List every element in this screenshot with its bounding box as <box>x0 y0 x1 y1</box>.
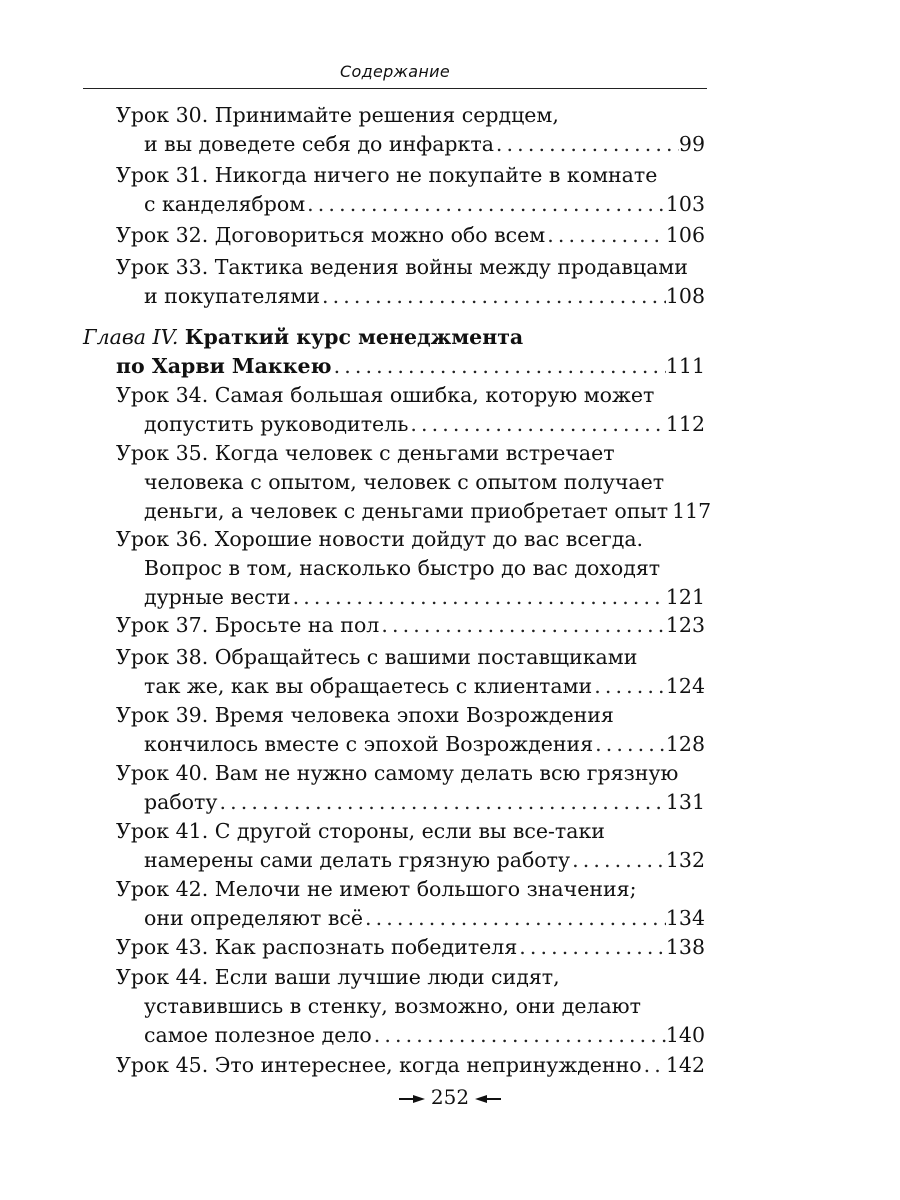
page-number: 138 <box>665 935 705 959</box>
toc-entry-leader-line <box>144 129 705 159</box>
toc-entry-leader-line <box>144 729 705 759</box>
toc-entry-leader-line <box>116 351 705 381</box>
header-rule <box>83 88 707 89</box>
toc-entry-leader-line <box>144 903 705 933</box>
toc-entry-line: Урок 43. Как распознать победителя <box>116 935 518 959</box>
chapter-title: Краткий курс менеджмента <box>184 325 524 349</box>
dot-leader <box>592 671 666 701</box>
toc-entry-leader-line <box>144 1020 705 1050</box>
toc-entry-leader-line <box>144 845 705 875</box>
dot-leader <box>517 932 666 962</box>
page-number: 131 <box>665 790 705 814</box>
toc-entry-line: Вопрос в том, насколько быстро до вас доходят <box>144 556 661 580</box>
chapter-label: Глава IV. <box>83 325 179 349</box>
toc-entry-line: и вы доведете себя до инфаркта <box>144 132 494 156</box>
toc-entry-line: и покупателями <box>144 284 320 308</box>
toc-entry-line: Урок 37. Бросьте на пол <box>116 613 380 637</box>
dot-leader <box>332 351 666 381</box>
page-folio <box>0 1085 900 1109</box>
toc-entry-line: намерены сами делать грязную работу <box>144 848 571 872</box>
toc-entry-line: работу <box>144 790 218 814</box>
toc-entry-leader-line <box>144 189 705 219</box>
toc-entry-line: Урок 41. С другой стороны, если вы все-таки <box>116 819 605 843</box>
toc-entry-leader-line <box>144 281 705 311</box>
dot-leader <box>593 729 666 759</box>
toc-entry-line: Урок 33. Тактика ведения войны между продавцами <box>116 255 688 279</box>
dot-leader <box>545 220 666 250</box>
toc-entry-line: деньги, а человек с деньгами приобретает опыт <box>144 499 669 523</box>
toc-entry-line: Урок 38. Обращайтесь с вашими поставщиками <box>116 645 638 669</box>
toc-entry-leader-line <box>144 409 705 439</box>
chapter-heading-line <box>83 322 705 352</box>
dot-leader <box>494 129 679 159</box>
dot-leader <box>291 582 666 612</box>
page-number: 112 <box>665 412 705 436</box>
page-number: 140 <box>665 1023 705 1047</box>
toc-entry-line: Урок 40. Вам не нужно самому делать всю грязную <box>116 761 679 785</box>
page-number: 124 <box>665 674 705 698</box>
page-number: 121 <box>665 585 705 609</box>
running-header: Содержание <box>340 62 450 81</box>
toc-entry-line: Урок 31. Никогда ничего не покупайте в комнате <box>116 163 658 187</box>
page-number: 128 <box>665 732 705 756</box>
page-number: 111 <box>665 354 705 378</box>
toc-entry-leader-line <box>116 220 705 250</box>
page-number: 134 <box>665 906 705 930</box>
toc-entry-line: Урок 36. Хорошие новости дойдут до вас всегда. <box>116 527 644 551</box>
toc-entry-leader-line <box>116 1050 705 1080</box>
toc-entry-leader-line <box>144 671 705 701</box>
dot-leader <box>320 281 666 311</box>
toc-entry-line: Урок 45. Это интереснее, когда непринужденно <box>116 1053 642 1077</box>
toc-entry-leader-line <box>116 932 705 962</box>
toc-entry-line: человека с опытом, человек с опытом получает <box>144 470 665 494</box>
toc-entry-line: допустить руководитель <box>144 412 409 436</box>
page-number: 123 <box>665 613 705 637</box>
toc-entry-line: самое полезное дело <box>144 1023 372 1047</box>
page-number: 106 <box>665 223 705 247</box>
folio-left-dash-icon <box>399 1094 425 1104</box>
dot-leader <box>372 1020 666 1050</box>
toc-entry-leader-line <box>144 496 712 526</box>
page-number: 99 <box>678 132 705 156</box>
dot-leader <box>217 787 665 817</box>
page-number: 103 <box>665 192 705 216</box>
toc-entry-line: Урок 35. Когда человек с деньгами встречает <box>116 441 615 465</box>
page-number: 132 <box>665 848 705 872</box>
dot-leader <box>305 189 666 219</box>
toc-entry-line: так же, как вы обращаетесь с клиентами <box>144 674 593 698</box>
folio-right-dash-icon <box>475 1094 501 1104</box>
dot-leader <box>379 610 666 640</box>
toc-entry-line: Урок 42. Мелочи не имеют большого значения; <box>116 877 637 901</box>
page-number: 142 <box>665 1053 705 1077</box>
toc-entry-line: дурные вести <box>144 585 291 609</box>
folio-number: 252 <box>430 1085 470 1109</box>
toc-entry-line: Урок 44. Если ваши лучшие люди сидят, <box>116 965 560 989</box>
dot-leader <box>642 1050 666 1080</box>
toc-entry-line: Урок 30. Принимайте решения сердцем, <box>116 103 559 127</box>
toc-entry-leader-line <box>144 787 705 817</box>
toc-entry-line: с канделябром <box>144 192 306 216</box>
dot-leader <box>363 903 666 933</box>
toc-entry-line: они определяют всё <box>144 906 364 930</box>
toc-entry-leader-line <box>144 582 705 612</box>
page-number: 108 <box>665 284 705 308</box>
toc-entry-line: уставившись в стенку, возможно, они делают <box>144 994 641 1018</box>
toc-entry-line: Урок 32. Договориться можно обо всем <box>116 223 546 247</box>
chapter-title-continued: по Харви Маккею <box>116 354 332 378</box>
toc-entry-leader-line <box>116 610 705 640</box>
toc-entry-line: Урок 39. Время человека эпохи Возрождения <box>116 703 614 727</box>
dot-leader <box>570 845 666 875</box>
toc-entry-line: Урок 34. Самая большая ошибка, которую может <box>116 383 655 407</box>
dot-leader <box>408 409 666 439</box>
page-number: 117 <box>672 499 712 523</box>
toc-entry-line: кончилось вместе с эпохой Возрождения <box>144 732 594 756</box>
